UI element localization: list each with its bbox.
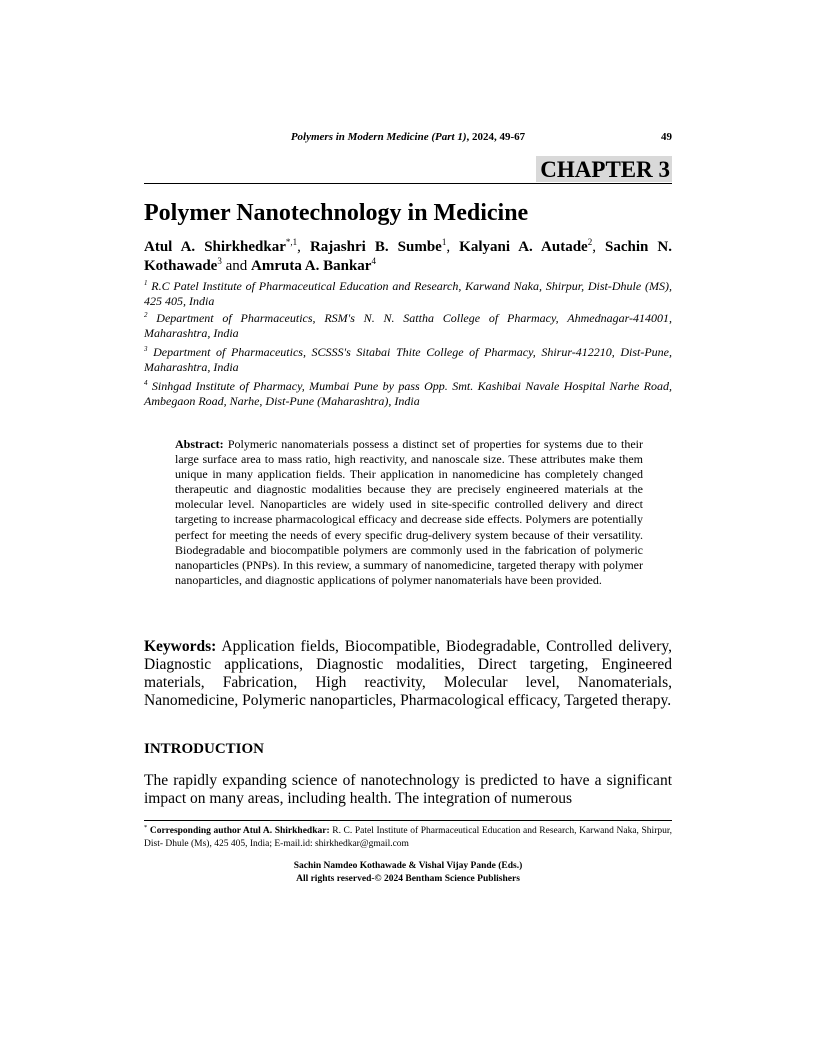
editors-line: Sachin Namdeo Kothawade & Vishal Vijay Pande (Eds.)	[293, 861, 523, 871]
author-affiliation-mark: 1	[441, 237, 447, 247]
affiliation-text: Department of Pharmaceutics, RSM's N. N. Sattha College of Pharmacy, Ahmednagar-414001, Maharashtra, India	[144, 311, 672, 340]
affiliation-number: 1	[144, 279, 148, 287]
affiliation	[144, 279, 672, 309]
affiliation-text: Sinhgad Institute of Pharmacy, Mumbai Pune by pass Opp. Smt. Kashibai Navale Hospital Narhe Road, Ambegaon Road, Narhe, Dist-Pune (Maharashtra), India	[144, 379, 672, 408]
affiliation-number: 3	[144, 345, 148, 353]
chapter-label: CHAPTER 3	[536, 156, 672, 182]
author-name: Atul A. Shirkhedkar	[144, 239, 286, 255]
keywords-text: Application fields, Biocompatible, Biodegradable, Controlled delivery, Diagnostic applications, Diagnostic modalities, Direct targeting, Engineered materials, Fabrication, High reactivity, Molecular level, Nanomaterials, Nanomedicine, Polymeric nanoparticles, Pharmacological efficacy, Targeted therapy.	[144, 638, 672, 709]
chapter-title: Polymer Nanotechnology in Medicine	[144, 200, 529, 226]
book-title: Polymers in Modern Medicine (Part 1)	[290, 131, 467, 143]
footnote-text: R. C. Patel Institute of Pharmaceutical Education and Research, Karwand Naka, Shirpur, Dist- Dhule (Ms), 425 405, India; E-mail.id: shirkhedkar@gmail.com	[144, 826, 673, 849]
footnote-mark: *	[144, 824, 148, 831]
affiliation	[144, 311, 672, 341]
author-affiliation-mark: 3	[217, 256, 222, 266]
body-paragraph: The rapidly expanding science of nanotechnology is predicted to have a significant impact on many areas, including health. The integration of numerous	[144, 772, 672, 807]
author-separator: ,	[592, 239, 606, 255]
affiliation-text: R.C Patel Institute of Pharmaceutical Education and Research, Karwand Naka, Shirpur, Dist-Dhule (MS), 425 405, India	[144, 279, 672, 308]
section-heading: INTRODUCTION	[144, 741, 265, 757]
footnote-label: Corresponding author Atul A. Shirkhedkar:	[149, 826, 330, 836]
running-head	[144, 130, 672, 144]
page-number: 49	[661, 131, 672, 143]
footnote-rule	[144, 820, 672, 821]
author-affiliation-mark: 4	[371, 256, 376, 266]
author-name: Amruta A. Bankar	[251, 258, 372, 274]
publisher-info	[144, 860, 672, 885]
year-pages: , 2024, 49-67	[466, 131, 526, 143]
footnote	[144, 825, 672, 850]
abstract-text: Polymeric nanomaterials possess a distinct set of properties for systems due to their large surface area to mass ratio, high reactivity, and nanoscale size. These attributes make them unique in many application fields. Their application in nanomedicine has completely changed therapeutic and diagnostic modalities because they are precisely engineered materials at the molecular level. Nanoparticles are widely used in site-specific controlled delivery and direct targeting to increase pharmacological efficacy and decrease side effects. Polymers are potentially perfect for meeting the needs of every specific drug-delivery system because of their versatility. Biodegradable and biocompatible polymers are commonly used in the fabrication of polymeric nanoparticles (PNPs). In this review, a summary of nanomedicine, targeted therapy with polymer nanoparticles, and diagnostic applications of polymer nanomaterials have been provided.	[175, 437, 643, 587]
author-name: Kalyani A. Autade	[459, 239, 588, 255]
author-separator: and	[221, 258, 252, 274]
abstract-label: Abstract:	[175, 437, 224, 451]
affiliation	[144, 379, 672, 409]
rights-line: All rights reserved-© 2024 Bentham Science Publishers	[296, 873, 520, 884]
affiliation-number: 2	[144, 311, 148, 319]
affiliation-text: Department of Pharmaceutics, SCSSS's Sitabai Thite College of Pharmacy, Shirur-412210, Dist-Pune, Maharashtra, India	[144, 345, 673, 374]
author-name: Sachin N. Kothawade	[144, 239, 673, 274]
author-affiliation-mark: *,1	[285, 237, 298, 247]
author-separator: ,	[446, 239, 460, 255]
keywords	[144, 638, 672, 710]
affiliation	[144, 345, 672, 375]
abstract	[175, 437, 643, 588]
keywords-label: Keywords:	[144, 638, 217, 655]
affiliation-number: 4	[144, 379, 148, 387]
chapter-rule	[144, 183, 672, 184]
author-name: Rajashri B. Sumbe	[309, 239, 442, 255]
author-separator: ,	[297, 239, 310, 255]
author-list	[144, 238, 672, 276]
author-affiliation-mark: 2	[587, 237, 593, 247]
